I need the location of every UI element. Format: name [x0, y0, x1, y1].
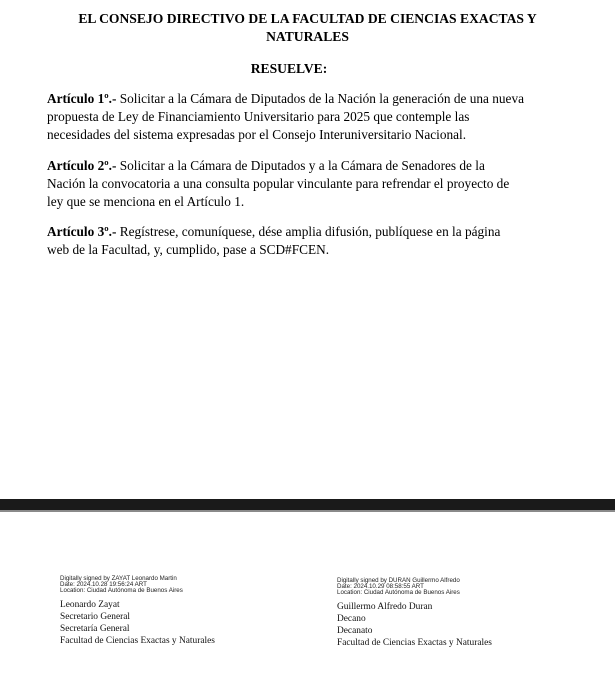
- article-2-label: Artículo 2º.-: [47, 158, 117, 173]
- signer-name-left: Leonardo Zayat: [60, 599, 120, 610]
- article-1: [47, 90, 525, 144]
- signature-block-left: [60, 576, 215, 647]
- digital-signature-stamp-left: [60, 576, 215, 595]
- signer-faculty-right: Facultad de Ciencias Exactas y Naturales: [337, 637, 492, 648]
- signed-by-right: Digitally signed by DURAN Guillermo Alfredo: [337, 577, 460, 584]
- article-2: [47, 157, 525, 211]
- signed-by-left: Digitally signed by ZAYAT Leonardo Martin: [60, 575, 177, 582]
- article-3: [47, 223, 525, 259]
- page-break-shadow: [0, 510, 615, 512]
- article-1-label: Artículo 1º.-: [47, 91, 117, 106]
- resolve-heading: RESUELVE:: [250, 61, 328, 76]
- article-1-text: Solicitar a la Cámara de Diputados de la Nación la generación de una nueva propuesta de Ley de Financiamiento Universitario para 2025 que contemple las necesidades del sistema expresadas por el Consejo Interuniversitario Nacional.: [47, 91, 524, 142]
- signer-faculty-left: Facultad de Ciencias Exactas y Naturales: [60, 635, 215, 646]
- signature-location-left: Location: Ciudad Autónoma de Buenos Aires: [60, 587, 183, 595]
- signer-details-left: [60, 599, 215, 647]
- signature-block-right: [337, 578, 492, 649]
- signer-name-right: Guillermo Alfredo Duran: [337, 601, 433, 612]
- heading-line-1: EL CONSEJO DIRECTIVO DE LA FACULTAD DE CIENCIAS EXACTAS Y: [78, 11, 537, 26]
- signer-office-left: Secretaría General: [60, 623, 130, 634]
- signature-date-left: Date: 2024.10.28 19:56:24 ART: [60, 581, 147, 589]
- article-3-text: Regístrese, comuníquese, dése amplia difusión, publíquese en la página web de la Facultad, y, cumplido, pase a SCD#FCEN.: [47, 224, 501, 257]
- signer-role-right: Decano: [337, 613, 366, 624]
- signature-location-right: Location: Ciudad Autónoma de Buenos Aires: [337, 589, 460, 597]
- article-2-text: Solicitar a la Cámara de Diputados y a la Cámara de Senadores de la Nación la convocatoria a una consulta popular vinculante para refrendar el proyecto de ley que se menciona en el Artículo 1.: [47, 158, 510, 209]
- article-3-label: Artículo 3º.-: [47, 224, 117, 239]
- signer-office-right: Decanato: [337, 625, 373, 636]
- page-break-bar: [0, 499, 615, 510]
- signature-date-right: Date: 2024.10.29 08:58:55 ART: [337, 583, 424, 591]
- heading-line-2: NATURALES: [266, 29, 349, 44]
- signer-role-left: Secretario General: [60, 611, 131, 622]
- signer-details-right: [337, 601, 492, 649]
- digital-signature-stamp-right: [337, 578, 492, 597]
- document-heading: [40, 10, 575, 46]
